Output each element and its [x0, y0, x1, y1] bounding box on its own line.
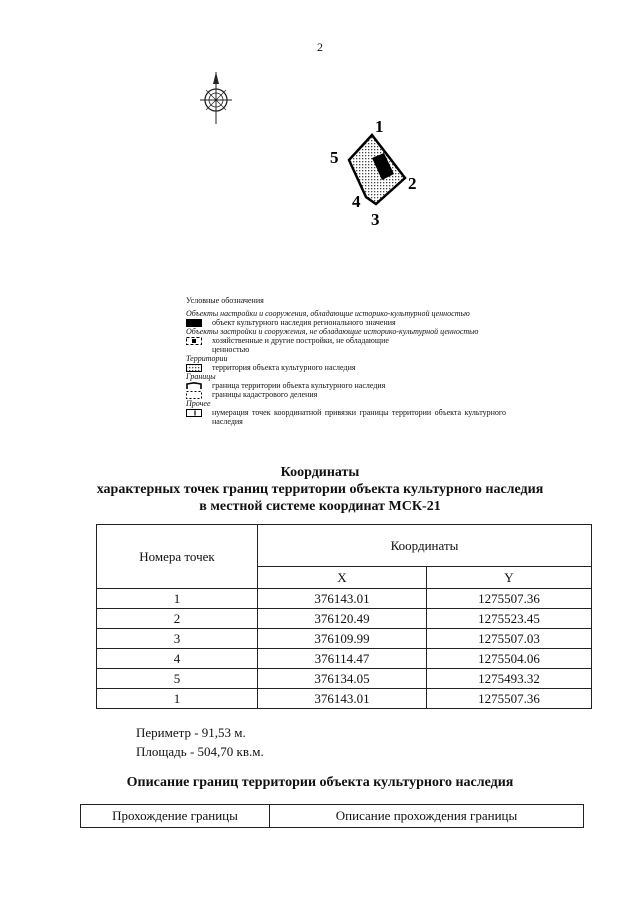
legend-item: ценностью: [212, 345, 250, 354]
legend-category: Территории: [186, 354, 228, 363]
plan-point-label: 3: [371, 210, 380, 229]
legend-title: Условные обозначения: [186, 296, 264, 305]
legend-item: хозяйственные и другие постройки, не обладающие: [186, 336, 506, 345]
table-row: 5 376134.05 1275493.32: [97, 669, 592, 689]
border-line-icon: [186, 382, 202, 390]
plan-point-label: 4: [352, 192, 361, 211]
legend-item: территория объекта культурного наследия: [186, 363, 506, 372]
col-description-header: Описание прохождения границы: [270, 805, 584, 828]
outbuilding-icon: [186, 337, 202, 345]
plan-point-label: 2: [408, 174, 417, 193]
north-arrow-icon: [194, 70, 238, 126]
col-x-header: X: [258, 567, 427, 589]
legend-category: Объекты настройки и сооружения, обладающие историко-культурной ценностью: [186, 309, 470, 318]
plan-point-label: 5: [330, 148, 339, 167]
legend-category: Прочее: [186, 399, 211, 408]
coords-heading: Координаты характерных точек границ территории объекта культурного наследия в местной системе координат МСК-21: [96, 465, 544, 514]
legend-category: Объекты застройки и сооружения, не обладающие историко-культурной ценностью: [186, 327, 479, 336]
legend-item: границы кадастрового деления: [186, 390, 506, 399]
table-row: 4 376114.47 1275504.06: [97, 649, 592, 669]
page-number: 2: [317, 40, 323, 54]
col-y-header: Y: [427, 567, 592, 589]
legend-item: граница территории объекта культурного наследия: [186, 381, 506, 390]
coordinates-table: [96, 524, 592, 709]
table-row: [81, 805, 584, 828]
plan-point-label: 1: [375, 117, 384, 136]
legend-item: нумерация точек координатной привязки границы территории объекта культурного наследия: [186, 408, 506, 426]
description-heading: Описание границ территории объекта культурного наследия: [126, 775, 514, 790]
map-legend: [186, 296, 506, 426]
table-row: 3 376109.99 1275507.03: [97, 629, 592, 649]
table-row: 1 376143.01 1275507.36: [97, 589, 592, 609]
site-plan: [320, 110, 417, 230]
dashed-rect-icon: [186, 391, 202, 399]
numbered-box-icon: [186, 409, 202, 417]
hatched-rect-icon: [186, 364, 202, 372]
table-row: 2 376120.49 1275523.45: [97, 609, 592, 629]
perimeter-text: Периметр - 91,53 м.: [136, 725, 246, 740]
black-rect-icon: [186, 319, 202, 327]
legend-category: Границы: [186, 372, 216, 381]
col-coords-header: Координаты: [258, 525, 592, 567]
description-table: [80, 804, 584, 828]
col-passage-header: Прохождение границы: [81, 805, 270, 828]
col-points-header: Номера точек: [97, 525, 258, 589]
area-text: Площадь - 504,70 кв.м.: [136, 744, 264, 759]
legend-item: объект культурного наследия регионального значения: [186, 318, 506, 327]
table-row: 1 376143.01 1275507.36: [97, 689, 592, 709]
